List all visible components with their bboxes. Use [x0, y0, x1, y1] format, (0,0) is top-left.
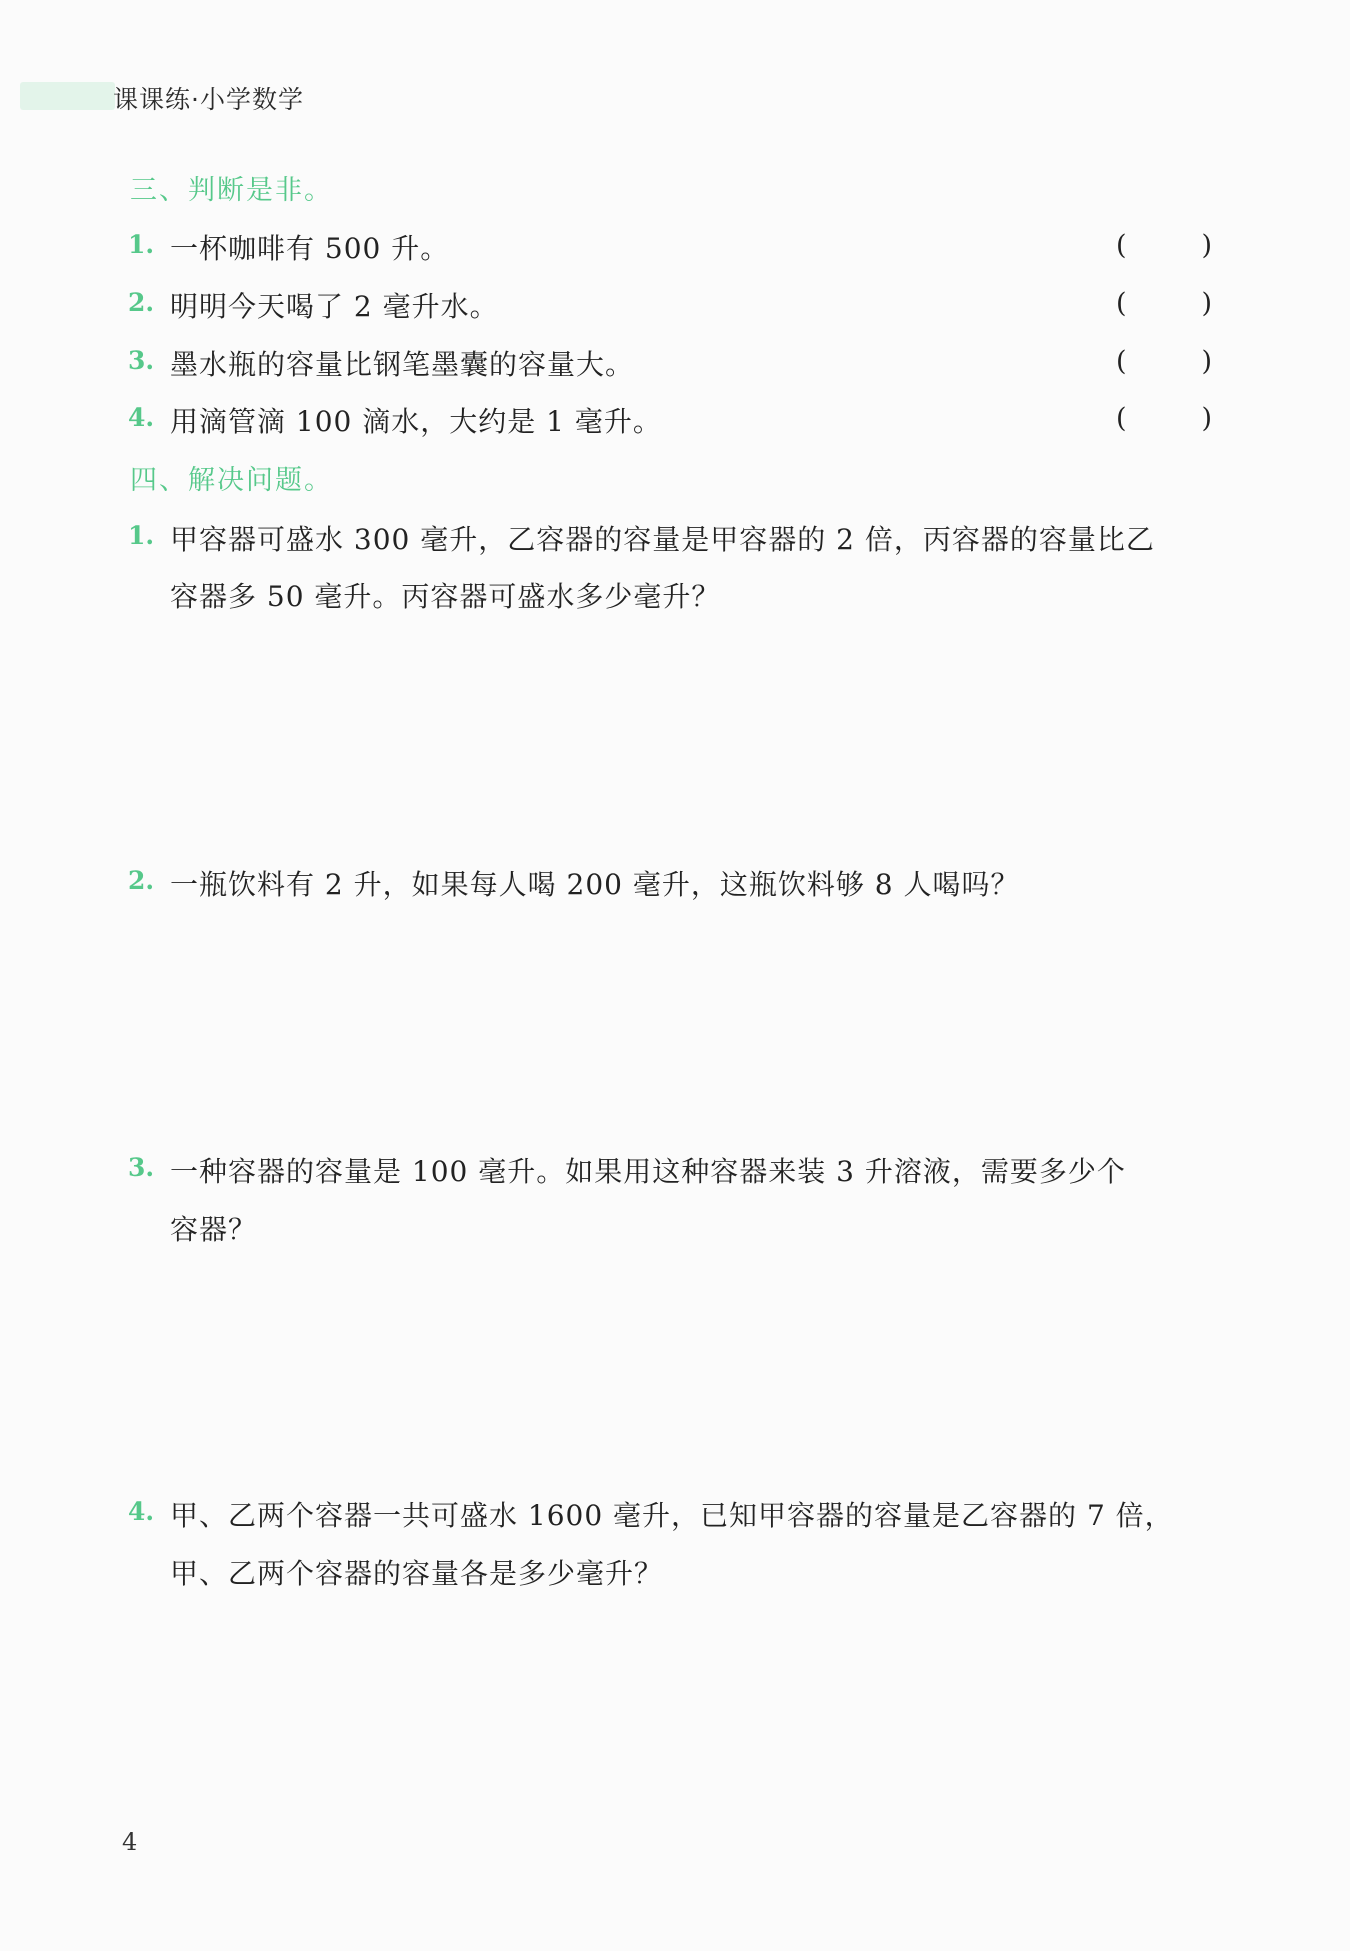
judge-3-answer-box[interactable] [1116, 346, 1212, 377]
page-number: 4 [122, 1828, 138, 1856]
judge-1-answer-box[interactable] [1116, 230, 1212, 261]
problem-4-number: 4. [128, 1497, 155, 1526]
problem-1-line-2: 容器多 50 毫升。丙容器可盛水多少毫升？ [170, 580, 721, 613]
judge-4-number: 4. [128, 403, 155, 432]
judge-1-number: 1. [128, 230, 155, 259]
paren-open: ( [1116, 346, 1127, 377]
paren-close: ) [1201, 230, 1212, 261]
paren-close: ) [1201, 403, 1212, 434]
header-band [20, 82, 115, 110]
paren-open: ( [1116, 403, 1127, 434]
paren-close: ) [1201, 346, 1212, 377]
book-title: 课课练·小学数学 [113, 85, 304, 114]
judge-4-text: 用滴管滴 100 滴水，大约是 1 毫升。 [170, 405, 662, 438]
problem-2-number: 2. [128, 866, 155, 895]
judge-4-answer-box[interactable] [1116, 403, 1212, 434]
judge-2-number: 2. [128, 288, 155, 317]
judge-2-answer-box[interactable] [1116, 288, 1212, 319]
problem-3-line-2: 容器？ [170, 1213, 258, 1246]
section-4-title: 四、解决问题。 [130, 465, 333, 496]
paren-open: ( [1116, 288, 1127, 319]
problem-3-line-1: 一种容器的容量是 100 毫升。如果用这种容器来装 3 升溶液，需要多少个 [170, 1155, 1126, 1188]
problem-1-line-1: 甲容器可盛水 300 毫升，乙容器的容量是甲容器的 2 倍，丙容器的容量比乙 [170, 523, 1155, 556]
problem-4-line-1: 甲、乙两个容器一共可盛水 1600 毫升，已知甲容器的容量是乙容器的 7 倍， [170, 1499, 1174, 1532]
judge-2-text: 明明今天喝了 2 毫升水。 [170, 290, 499, 323]
judge-3-number: 3. [128, 346, 155, 375]
problem-4-line-2: 甲、乙两个容器的容量各是多少毫升？ [170, 1557, 664, 1590]
problem-1-number: 1. [128, 521, 155, 550]
problem-2-line-1: 一瓶饮料有 2 升，如果每人喝 200 毫升，这瓶饮料够 8 人喝吗？ [170, 868, 1020, 901]
paren-open: ( [1116, 230, 1127, 261]
section-3-title: 三、判断是非。 [130, 175, 333, 206]
judge-1-text: 一杯咖啡有 500 升。 [170, 232, 450, 265]
paren-close: ) [1201, 288, 1212, 319]
judge-3-text: 墨水瓶的容量比钢笔墨囊的容量大。 [170, 348, 635, 381]
problem-3-number: 3. [128, 1153, 155, 1182]
